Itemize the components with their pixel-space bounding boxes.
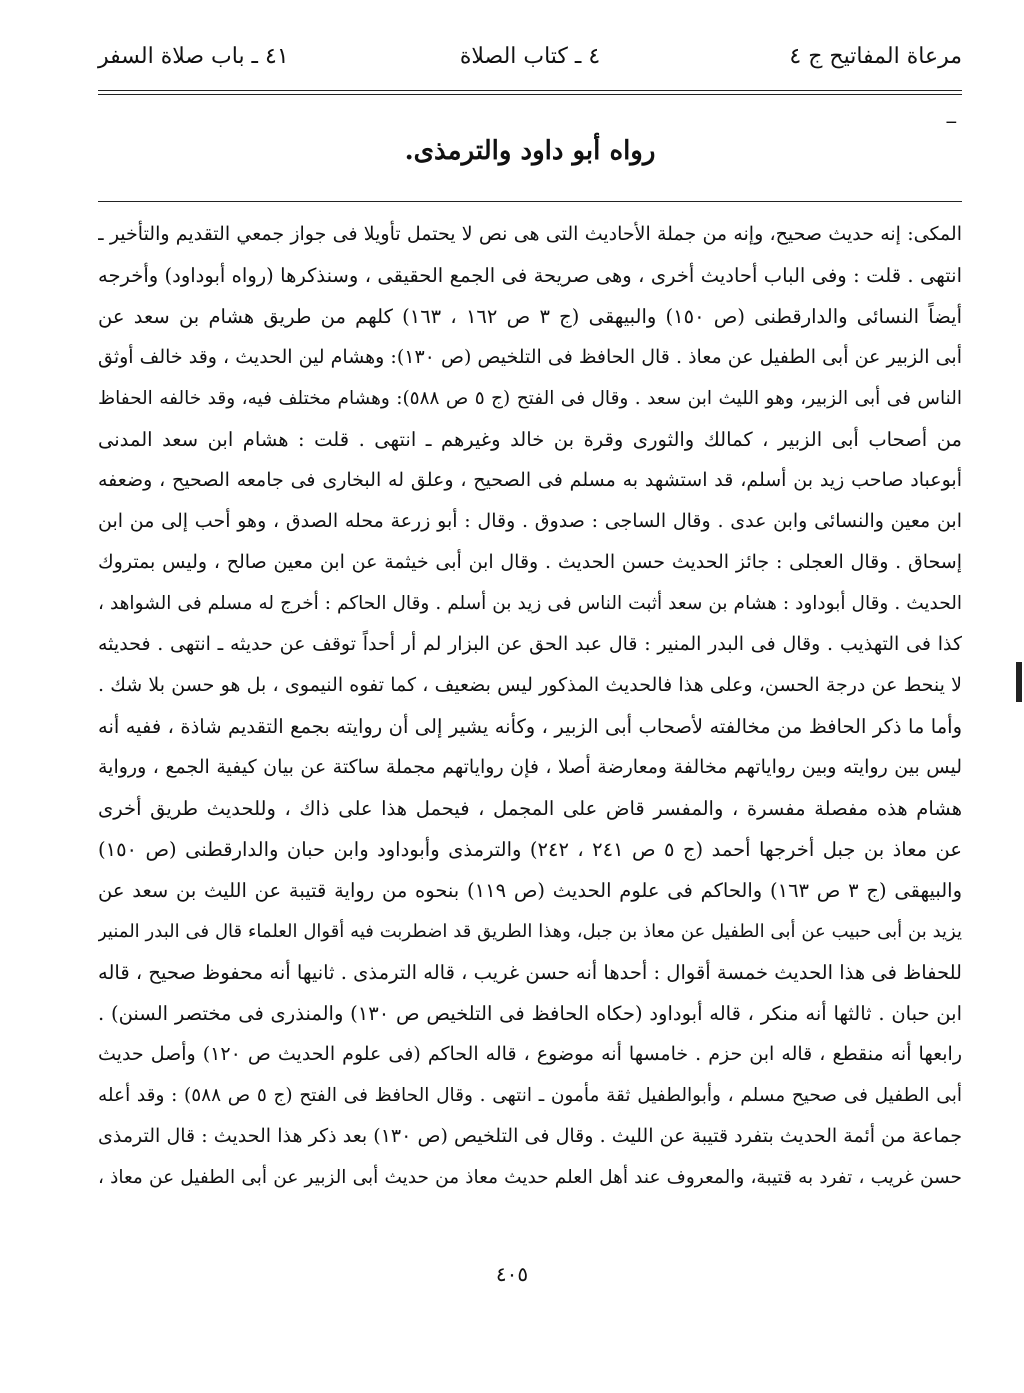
- hadith-source-title: رواه أبو داود والترمذى.: [404, 136, 656, 166]
- body-line: حسن غريب ، تفرد به قتيبة، والمعروف عند أهل العلم حديث معاذ من حديث أبى الزبير عن أبى الطفيل عن معاذ ،: [98, 1167, 962, 1188]
- body-line: عن معاذ بن جبل أخرجها أحمد (ج ٥ ص ٢٤١ ، ٢٤٢) والترمذى وأبوداود وابن حبان والدارقطنى (ص ١٥٠): [98, 838, 962, 861]
- page-number: ٤٠٥: [495, 1262, 529, 1286]
- header-chapter-title: ٤١ ـ باب صلاة السفر: [98, 44, 289, 69]
- body-line: رابعها أنه منقطع ، قاله ابن حزم . خامسها أنه موضوع ، قاله الحاكم (فى علوم الحديث ص ١٢٠) وأصل حديث: [98, 1043, 962, 1065]
- body-line: يزيد بن أبى حبيب عن أبى الطفيل عن معاذ بن جبل، وهذا الطريق قد اضطربت فيه أقوال العلماء قال فى البدر المنير: [98, 921, 962, 942]
- body-line: من أصحاب أبى الزبير ، كمالك والثورى وقرة بن خالد وغيرهم ـ انتهى . قلت : هشام ابن سعد المدنى: [98, 428, 962, 451]
- body-line: أبوعباد صاحب زيد بن أسلم، قد استشهد به مسلم فى الصحيح ، وعلق له البخارى فى جامعه الصحيح ، وضعفه: [98, 469, 962, 491]
- body-line: وأما ما ذكر الحافظ من مخالفته لأصحاب أبى الزبير ، وكأنه يشير إلى أن روايته بجمع التقديم شاذة ، ففيه أنه: [98, 715, 962, 738]
- body-line: الحديث . وقال أبوداود : هشام بن سعد أثبت الناس فى زيد بن أسلم . وقال الحاكم : أخرج له مسلم فى الشواهد ،: [98, 593, 962, 614]
- body-line: كذا فى التهذيب . وقال فى البدر المنير : قال عبد الحق عن البزار لم أر أحداً توقف عن حديثه ـ انتهى . فحديثه: [98, 633, 962, 655]
- body-line: ابن معين والنسائى وابن عدى . وقال الساجى : صدوق . وقال : أبو زرعة محله الصدق ، وهو أحب إلى من ابن: [98, 510, 962, 532]
- body-line: جماعة من أئمة الحديث بتفرد قتيبة عن الليث . وقال فى التلخيص (ص ١٣٠) بعد ذكر هذا الحديث : قال الترمذى: [98, 1125, 962, 1147]
- body-line: المكى: إنه حديث صحيح، وإنه من جملة الأحاديث التى هى نص لا يحتمل تأويلا فى جواز جمعي التقديم والتأخير ـ: [98, 223, 962, 245]
- header-rule: [98, 90, 962, 95]
- body-line: الناس فى أبى الزبير، وهو الليث ابن سعد . وقال فى الفتح (ج ٥ ص ٥٨٨): وهشام مختلف فيه، وقد خالفه الحفاظ: [98, 388, 962, 409]
- body-line: أبى الطفيل فى صحيح مسلم ، وأبوالطفيل ثقة مأمون ـ انتهى . وقال الحافظ فى الفتح (ج ٥ ص ٥٨٨) : وقد أعله: [98, 1085, 962, 1106]
- commentary-body: [98, 214, 962, 1198]
- body-line: لا ينحط عن درجة الحسن، وعلى هذا فالحديث المذكور ليس بضعيف ، كما تفوه النيموى ، بل هو حسن بلا شك .: [98, 674, 962, 696]
- body-line: ابن حبان . ثالثها أنه منكر ، قاله أبوداود (حكاه الحافظ فى التلخيص ص ١٣٠) والمنذرى فى مختصر السنن) .: [98, 1002, 962, 1025]
- header-section-title: ٤ ـ كتاب الصلاة: [459, 44, 601, 69]
- running-header: [98, 44, 962, 84]
- body-line: إسحاق . وقال العجلى : جائز الحديث حسن الحديث . وقال ابن أبى خيثمة عن ابن معين صالح ، وليس بمتروك: [98, 551, 962, 573]
- scan-edge-mark: [1016, 662, 1022, 702]
- body-line: أبى الزبير عن أبى الطفيل عن معاذ . قال الحافظ فى التلخيص (ص ١٣٠): وهشام لين الحديث ، وقد خالف أوثق: [98, 346, 962, 368]
- body-line: انتهى . قلت : وفى الباب أحاديث أخرى ، وهى صريحة فى الجمع الحقيقى ، وسنذكرها (رواه أبوداود) وأخرجه: [98, 264, 962, 287]
- body-line: هشام هذه مفصلة مفسرة ، والمفسر قاض على المجمل ، فيحمل هذا على ذاك ، وللحديث طريق أخرى: [98, 797, 962, 820]
- body-line: أيضاً النسائى والدارقطنى (ص ١٥٠) والبيهقى (ج ٣ ص ١٦٢ ، ١٦٣) كلهم من طريق هشام بن سعد عن: [98, 305, 962, 328]
- header-book-title: مرعاة المفاتيح ج ٤: [789, 44, 962, 69]
- body-line: ليس بين روايته وبين رواياتهم مخالفة ومعارضة أصلا ، فإن رواياتهم مجملة ساكتة عن بيان كيفية الجمع ، ورواية: [98, 756, 962, 778]
- corner-mark: ــ: [946, 108, 956, 127]
- body-line: للحفاظ فى هذا الحديث خمسة أقوال : أحدها أنه حسن غريب ، قاله الترمذى . ثانيها أنه محفوظ صحيح ، قاله: [98, 961, 962, 984]
- title-rule: [98, 201, 962, 202]
- body-line: والبيهقى (ج ٣ ص ١٦٣) والحاكم فى علوم الحديث (ص ١١٩) بنحوه من رواية قتيبة عن الليث بن سعد عن: [98, 879, 962, 902]
